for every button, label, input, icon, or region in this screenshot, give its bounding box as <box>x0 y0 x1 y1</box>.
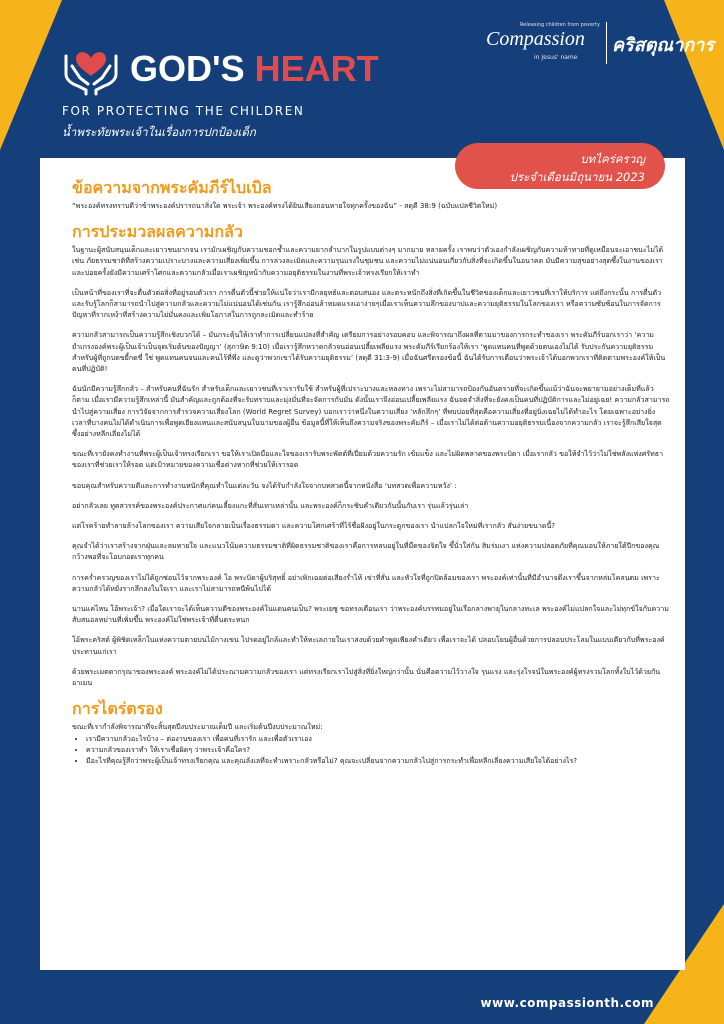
brand-tagline: Releasing children from poverty <box>520 22 600 28</box>
badge-line-1: บทไคร่ครวญ <box>580 152 645 166</box>
website-link[interactable]: www.compassionth.com <box>480 996 654 1010</box>
hands-heart-icon <box>60 36 122 96</box>
corner-accent-top-left <box>0 0 62 150</box>
list-item: • ความกลัวของเราทำ ให้เราเชื่อผิดๆ ว่าพระเจ้าคือใคร? <box>86 744 670 755</box>
list-item: • มีอะไรที่คุณรู้สึกว่าพระผู้เป็นเจ้าทรงเรียกคุณ และคุณลังเลที่จะทำเพราะกลัวหรือไม่? คุณจะเปลี่ยนจากความกลัวไปสู่การกระทำเพื่อหลีกเลี่ยงความเสียใจได้อย่างไร? <box>86 755 670 766</box>
badge-line-2: ประจำเดือนมิถุนายน 2023 <box>509 170 645 184</box>
compassion-brand <box>486 22 714 70</box>
prayer-paragraph: การคร่ำครวญของเราไม่ได้ถูกซ่อนไว้จากพระองค์ โอ พระบิดาผู้บริสุทธิ์ อย่าเพิกเฉยต่อเสียงร่ำไห้ เข่าที่สั่น และหัวใจที่ถูกปิดล้อมของเรา พระองค์เท่านั้นที่มีอำนาจดึงเราขึ้นจากหล่มโคลนตม เพราะความกลัวได้หยั่งรากลึกลงในใจเรา และเราไม่สามารถหนีพ้นไปได้ <box>72 572 660 593</box>
prayer-paragraph: คุณจำได้ว่าเราสร้างจากฝุ่นและลมหายใจ และแนวโน้มความธรรมชาติที่ผิดธรรมชาติของเราคือการหลบอยู่ในที่มืดของจิตใจ ขึ้นั่วใส่กัน สิมร่มเงา แห่งความปลอดภัยที่คุณมอบให้ภายใต้ปีกของคุณ กว้างพอที่จะโอบกอดเราทุกคน <box>72 541 660 562</box>
paragraph: เป็นหน้าที่ของเราที่จะตื่นตัวต่อสิ่งที่อยู่รอบตัวเรา การตื่นตัวนี้ช่วยให้แน่ใจว่าเรามีกลยุทธ์และตอบสนอง และตระหนักถึงสิ่งที่เกิดขึ้นในชีวิตของเด็กและเยาวชนที่เราให้บริการ แต่ถึงกระนั้น การตื่นตัวและรับรู้โลกก็สามารถนำไปสู่ความกลัวและความไม่แน่นอนได้เช่นกัน เรารู้สึกอ่อนล้าหมดแรงเอาง่ายๆเมื่อเราเห็นความลึกของบาปและความยุติธรรมในโลกของเรา หรือความซับซ้อนในการจัดการปัญหาที่รากเหง้าที่สร้างความไม่มั่นคงและเพิ่มโอกาสในการถูกละเมิดและทำร้าย <box>72 287 662 320</box>
bible-verse: “พระองค์ทรงทราบดีว่าข้าพระองค์ปรารถนาสิ่งใด พระเจ้า พระองค์ทรงได้ยินเสียงถอนหายใจทุกครั้งของฉัน” - สดุดี 38:9 (ฉบับแปลชีวิตใหม่) <box>72 201 498 210</box>
paragraph: ฉันนักมีความรู้สึกกลัว – สำหรับคนที่ฉันรัก สำหรับเด็กและเยาวชนที่เราเรารับใช้ สำหรับผู้ที่เปราะบางและหลงทาง เพราะไม่สามารถป้องกันอันตรายที่จะเกิดขึ้นแม้ว่าฉันจะพยายามอย่างเต็มที่แล้วก็ตาม เมื่อเรามีความรู้สึกเหล่านี้ มันสำคัญและถูกต้องที่จะรับทราบและมุ่งมั่นที่จะจัดการกับมัน ดังนั้นเราจึงอ่อนเปลี้ยเพลียแรง ฉันจดจำสิ่งที่จะยังคงเป็นคนที่ปฏิบัติการและไม่อยู่เฉย! ความกลัวสามารถนำไปสู่ความเสี่ยง การวิจัยจากการสำรวจความเสี่ยงโลก (World Regret Survey) บอกเราว่าหนึ่งในความเสี่ยง ‘หลักลึกๆ’ ที่พบบ่อยที่สุดคือความเสี่ยงที่อยู่นิ่งเฉยไม่ได้ทำอะไร โดยเฉพาะอย่างยิ่ง เวลาที่บางคนไม่ได้ดำเนินการเพื่อพูดเยียงแทนและสนับสนุนในนามของผู้อื่น ข้อมูลนี้ที่ให้เห็นถึงความจริงของพระคัมภีร์ – เมื่อเราไม่ได้ต่อต้านความอยุติธรรมเนื่องจากความกลัว เราจะรู้สึกเสียใจสุดซึ้งอย่างหลีกเลี่ยงไม่ได้ <box>72 384 670 439</box>
gods-heart-logo <box>60 36 379 146</box>
brand-in-jesus-name: in Jesus' name <box>534 54 578 61</box>
reflection-intro: ขณะที่เรากำลังพิจารณาที่จะสิ้นสุดปีงบประมาณเต็มปี และเริ่มต้นปีงบประมาณใหม่: <box>72 722 323 732</box>
paragraph: ความกลัวสามารถเป็นความรู้สึกเชิงบวกได้ – มันกระตุ้นให้เราทำการเปลี่ยนแปลงที่สำคัญ เตรียมการอย่างรอบคอบ และพิจารณาถึงผลที่ตามมาของการกระทำของเรา พระคัมภีร์บอกเราว่า ‘ความยำเกรงองค์พระผู้เป็นเจ้าเป็นจุดเริ่มต้นของปัญญา’ (สุภาษิต 9:10) เมื่อเรารู้สึกหวาดกลัวจนอ่อนเปลี้ยเพลียแรง พระคัมภีร์เรียกร้องให้เรา ‘พูดแทนคนที่พูดด้วยตนเองไม่ได้ รับประกันความยุติธรรมสำหรับผู้ที่ถูกบดขยี้กดขี่ ใช่ พูดแทนคนจนและคนไร้ที่พึ่ง และดูว่าพวกเขาได้รับความยุติธรรม’ (สดุดี 31:3-9) เมื่อฉันศรีตรองข้อนี้ ฉันได้รับการเตือนว่าพระเจ้าได้บอกพวกเราที่ติดตามพระองค์ให้เป็นคนที่ปฏิบัติ! <box>72 330 666 374</box>
prayer-paragraph: อย่ากลัวเลย ทูตสวรรค์ของพระองค์ประกาศแก่คนเลี้ยงแกะที่สั่นเทาเหล่านั้น และพระองค์ก็กระซิบคำเดียวกันนั้นกับเรา รุ่นแล้วรุ่นเล่า <box>72 500 469 510</box>
processing-fear-heading: การประมวลผลความกลัว <box>72 222 243 242</box>
prayer-paragraph: นานแค่ไหน โอ้พระเจ้า? เมื่อใดเราจะได้เห็นความดีของพระองค์ในแดนคนเป็น? พระเยซู ขอทรงเตือนเรา ว่าพระองค์บรรทมอยู่ในเรือกลางพายุในกลางทะเล พระองค์ไม่แปลกใจและไม่ทุกข์ใจกับความสับสนอลหม่านที่เพิ่มขึ้น พระองค์ไม่ใช่พระเจ้าที่ตื่นตระหนก <box>72 604 669 625</box>
logo-title: GOD'S HEART <box>130 48 379 89</box>
article <box>72 176 670 766</box>
logo-thai-subtitle: น้ำพระทัยพระเจ้าในเรื่องการปกป้องเด็ก <box>62 125 256 139</box>
paragraph: ในฐานะผู้สนับสนุนเด็กและเยาวชนยากจน เรามักเผชิญกับความชอกช้ำและความยากลำบากในรูปแบบต่างๆ มากมาย หลายครั้ง เราพบว่าตัวเองกำลังเผชิญกับความท้าทายที่ดูเหมือนจะเอาชนะไม่ได้ เช่น ภัยธรรมชาติที่สร้างความเปราะบางและความเสี่ยงเพิ่มขึ้น การล่วงละเมิดและความรุนแรงในชุมชน และความไม่แน่นอนเกี่ยวกับสิ่งที่จะเกิดขึ้นในอนาคต มันมีความสุขอย่างสุดซึ้งในงานของเรา และบ่อยครั้งยังมีความเศร้าโศกและความกลัวเมื่อเราเผชิญหน้ากับความอยุติธรรมในงานที่พระเจ้าทรงเรียกให้เราทำ <box>72 245 664 277</box>
reflection-list <box>72 733 670 767</box>
logo-subtitle: FOR PROTECTING THE CHILDREN <box>62 104 305 118</box>
paragraph: ขณะที่เรายังคงทำงานที่พระผู้เป็นเจ้าทรงเรียกเรา ขอให้เราเปิดมือและใจของเรารับพระพัตต์ที่เปี่ยมด้วยความรัก เข้มแข็ง และไม่ผิดพลาดของพระบิดา เมื่อเรากลัว ขอให้จำไว้ว่าไม่ใช่พลังแห่งศรัทธาของเราที่ช่วยเราให้รอด แต่เป้าหมายของความเชื่อต่างหากที่ช่วยให้เรารอด <box>72 449 664 470</box>
brand-thai-name: คริสตุณาการ <box>612 35 714 56</box>
brand-name: Compassion <box>486 28 585 50</box>
month-badge <box>455 143 665 189</box>
brand-separator <box>606 22 607 64</box>
prayer-paragraph: ด้วยพระเมตตากรุณาของพระองค์ พระองค์ไม่ได้ประณามความกลัวของเรา แต่ทรงเรียกเราไปสู่สิ่งที่ยิ่งใหญ่กว่านั้น นั่นคือความไว้วางใจ รุนแรง และรุ่งโรจน์ในพระองค์ผู้ทรงรวมโลกทั้งใบไว้ด้วยกัน อาเมน <box>72 666 661 688</box>
paragraph: ขอบคุณสำหรับความดีและการทำงานหนักที่คุณทำในแต่ละวัน จงได้รับกำลังใจจากบทสวดนี้จากหนังสือ ‘บทสวดเพื่อความหวัง’ : <box>72 480 457 490</box>
reflection-heading: การไตร่ตรอง <box>72 699 163 719</box>
prayer-paragraph: แต่โรคร้ายทำลายล้างโลกของเรา ความเสียใจกลายเป็นเรื่องธรรมดา และความโศกเศร้าที่ไร้ชื่อฝังอยู่ในกระดูกของเรา นำแปลกใจใหม่ที่เรากลัว สั่นง่ายขนาดนี้? <box>72 521 556 531</box>
list-item: • เรามีความกลัวอะไรบ้าง – ต่องานของเรา เพื่อคนที่เรารัก และเพื่อตัวเราเอง <box>86 733 670 744</box>
bible-message-heading: ข้อความจากพระคัมภีร์ไบเบิล <box>72 178 272 197</box>
prayer-paragraph: โอ้พระคริสต์ ผู้พิชิตเหล็กในแห่งความตายบนไม้กางเขน โปรดอยู่ใกล้และทำให้ทะเลภายในเราสงบด้วยคำพูดเพียงคำเดียว เพื่อเราจะได้ ปลอบโยนผู้อื่นด้วยการปลอบประโลมในแบบเดียวกับที่พระองค์ประทานแก่เรา <box>72 635 665 656</box>
